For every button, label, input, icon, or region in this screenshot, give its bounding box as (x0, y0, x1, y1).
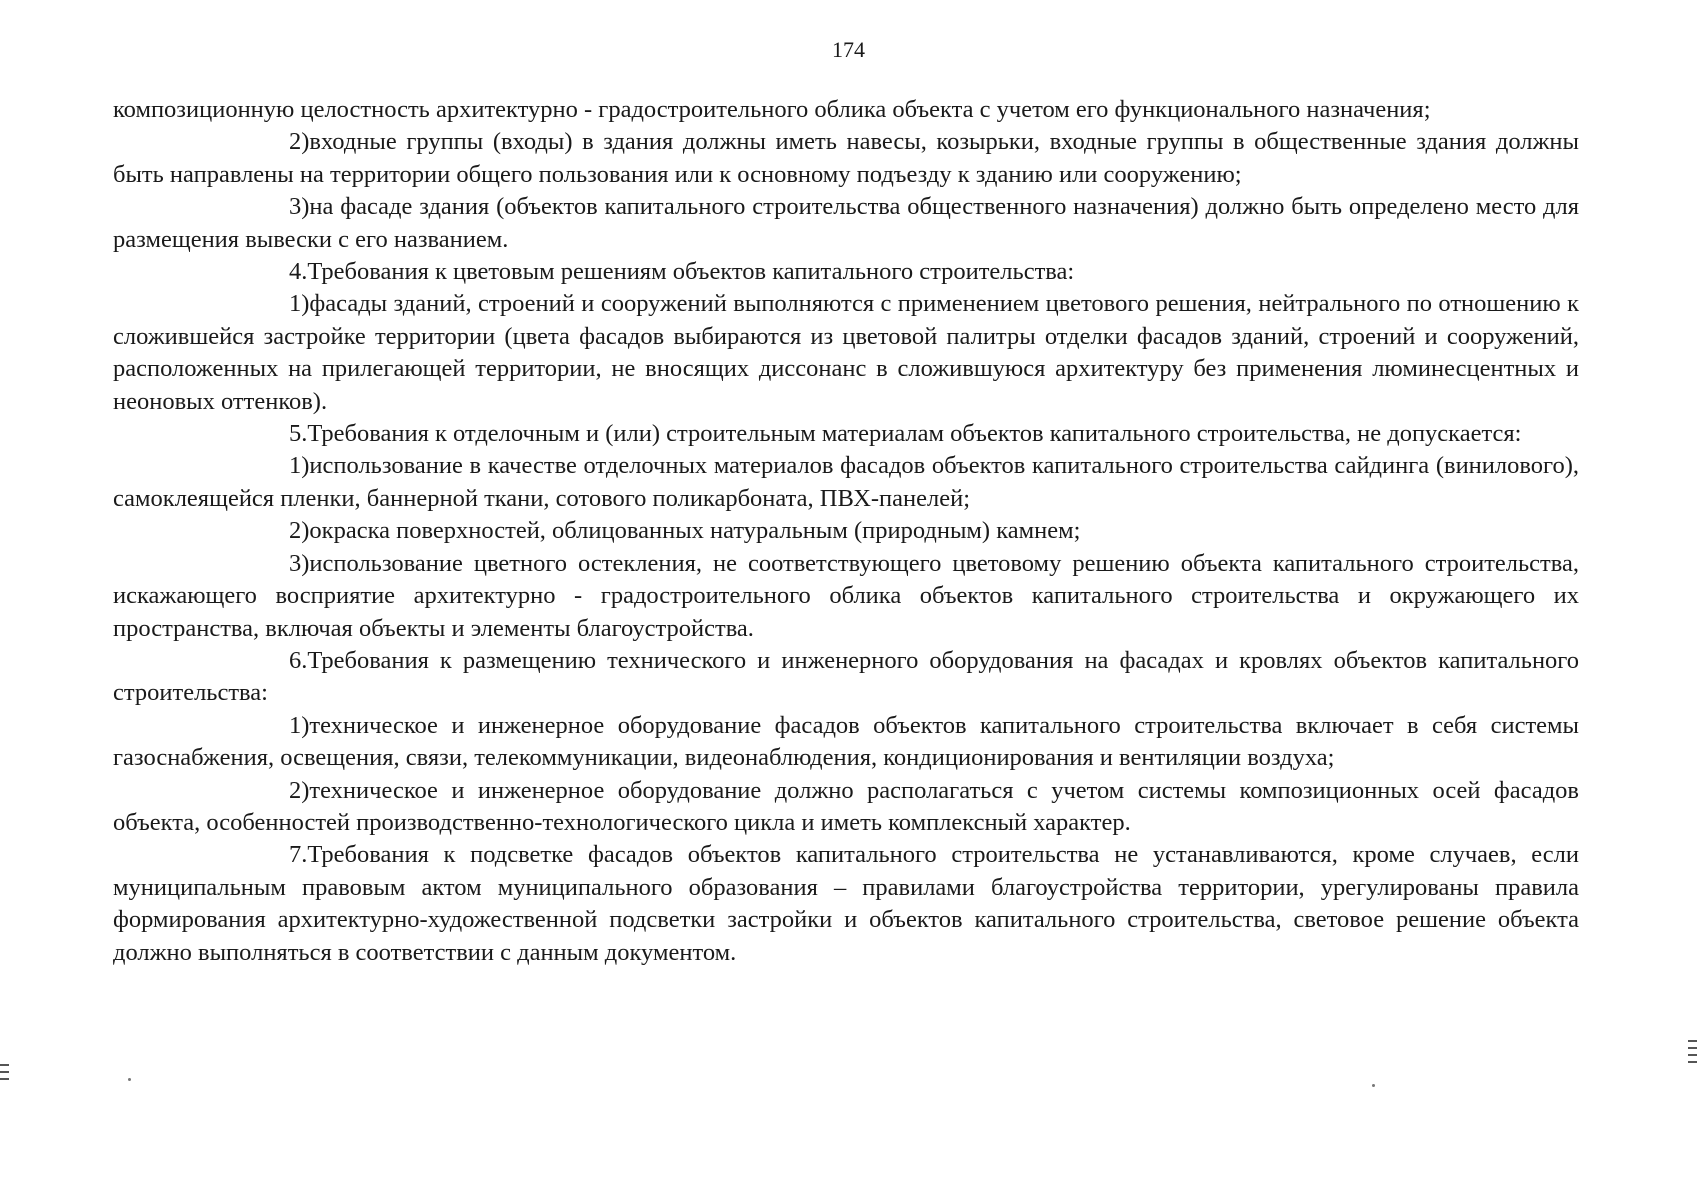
section-5-heading (113, 418, 1579, 450)
list-item-3 (113, 191, 1579, 256)
paragraph-text: входные группы (входы) в здания должны иметь навесы, козырьки, входные группы в общественные здания должны быть направлены на территории общего пользования или к основному подъезду к зданию или сооружению; (113, 128, 1579, 188)
paragraph-text: Требования к размещению технического и инженерного оборудования на фасадах и кровлях объектов капитального строительства: (113, 646, 1579, 707)
list-item-2 (113, 126, 1579, 191)
paragraph-text: Требования к подсветке фасадов объектов капитального строительства не устанавливаются, кроме случаев, если муниципальным правовым актом муниципального образования – правилами благоустройства территории, урегулированы правила формирования архитектурно-художественной подсветки застройки и объектов капитального строительства, световое решение объекта должно выполняться в соответствии с данным документом. (113, 841, 1579, 966)
paragraph-text: использование цветного остекления, не соответствующего цветовому решению объекта капитального строительства, искажающего восприятие архитектурно - градостроительного облика объектов капитального строительства и окружающего их пространства, включая объекты и элементы благоустройства. (113, 549, 1579, 642)
scan-edge-marks-right (1688, 1040, 1697, 1058)
scan-speck (128, 1078, 131, 1081)
item-number: 3) (289, 193, 310, 221)
list-item-1 (113, 450, 1579, 515)
paragraph-text: Требования к цветовым решениям объектов капитального строительства: (307, 258, 1075, 286)
paragraph-text: окраска поверхностей, облицованных натуральным (природным) камнем; (309, 517, 1081, 545)
list-item-2 (113, 775, 1579, 840)
paragraph-text: использование в качестве отделочных материалов фасадов объектов капитального строительства сайдинга (винилового), самоклеящейся пленки, баннерной ткани, сотового поликарбоната, ПВХ-панелей; (113, 452, 1579, 512)
item-number: 1) (289, 290, 310, 318)
paragraph-text: фасады зданий, строений и сооружений выполняются с применением цветового решения, нейтрального по отношению к сложившейся застройке территории (цвета фасадов выбираются из цветовой палитры отделки фасадов зданий, строений и сооружений, расположенных на прилегающей территории, не вносящих диссонанс в сложившуюся архитектуру без применения люминесцентных и неоновых оттенков). (113, 290, 1579, 415)
item-number: 1) (289, 711, 310, 739)
scan-speck (1372, 1084, 1375, 1087)
section-6-heading (113, 645, 1579, 710)
item-number: 2) (289, 128, 310, 156)
list-item-2 (113, 515, 1579, 547)
section-number: 5. (289, 420, 308, 448)
item-number: 3) (289, 549, 310, 577)
paragraph-text: Требования к отделочным и (или) строительным материалам объектов капитального строительства, не допускается: (307, 420, 1522, 448)
paragraph-text: на фасаде здания (объектов капитального строительства общественного назначения) должно быть определено место для размещения вывески с его названием. (113, 193, 1579, 253)
list-item-1 (113, 288, 1579, 418)
paragraph-text: техническое и инженерное оборудование фасадов объектов капитального строительства включает в себя системы газоснабжения, освещения, связи, телекоммуникации, видеонаблюдения, кондиционирования и вентиляции воздуха; (113, 711, 1579, 772)
scan-edge-marks-left (0, 1064, 9, 1082)
item-number: 2) (289, 776, 310, 804)
item-number: 1) (289, 452, 310, 480)
item-number: 2) (289, 517, 310, 545)
document-body (113, 94, 1579, 969)
section-number: 4. (289, 258, 308, 286)
section-4-heading (113, 256, 1579, 288)
list-item-1 (113, 710, 1579, 775)
paragraph-continuation (113, 94, 1579, 126)
page-number: 174 (832, 37, 865, 62)
section-7-heading (113, 839, 1579, 969)
section-number: 7. (289, 841, 308, 869)
paragraph-text: техническое и инженерное оборудование должно располагаться с учетом системы композиционных осей фасадов объекта, особенностей производственно-технологического цикла и иметь комплексный характер. (113, 776, 1579, 836)
section-number: 6. (289, 646, 308, 674)
paragraph-text: композиционную целостность архитектурно - градостроительного облика объекта с учетом его функционального назначения; (113, 96, 1431, 123)
list-item-3 (113, 548, 1579, 645)
